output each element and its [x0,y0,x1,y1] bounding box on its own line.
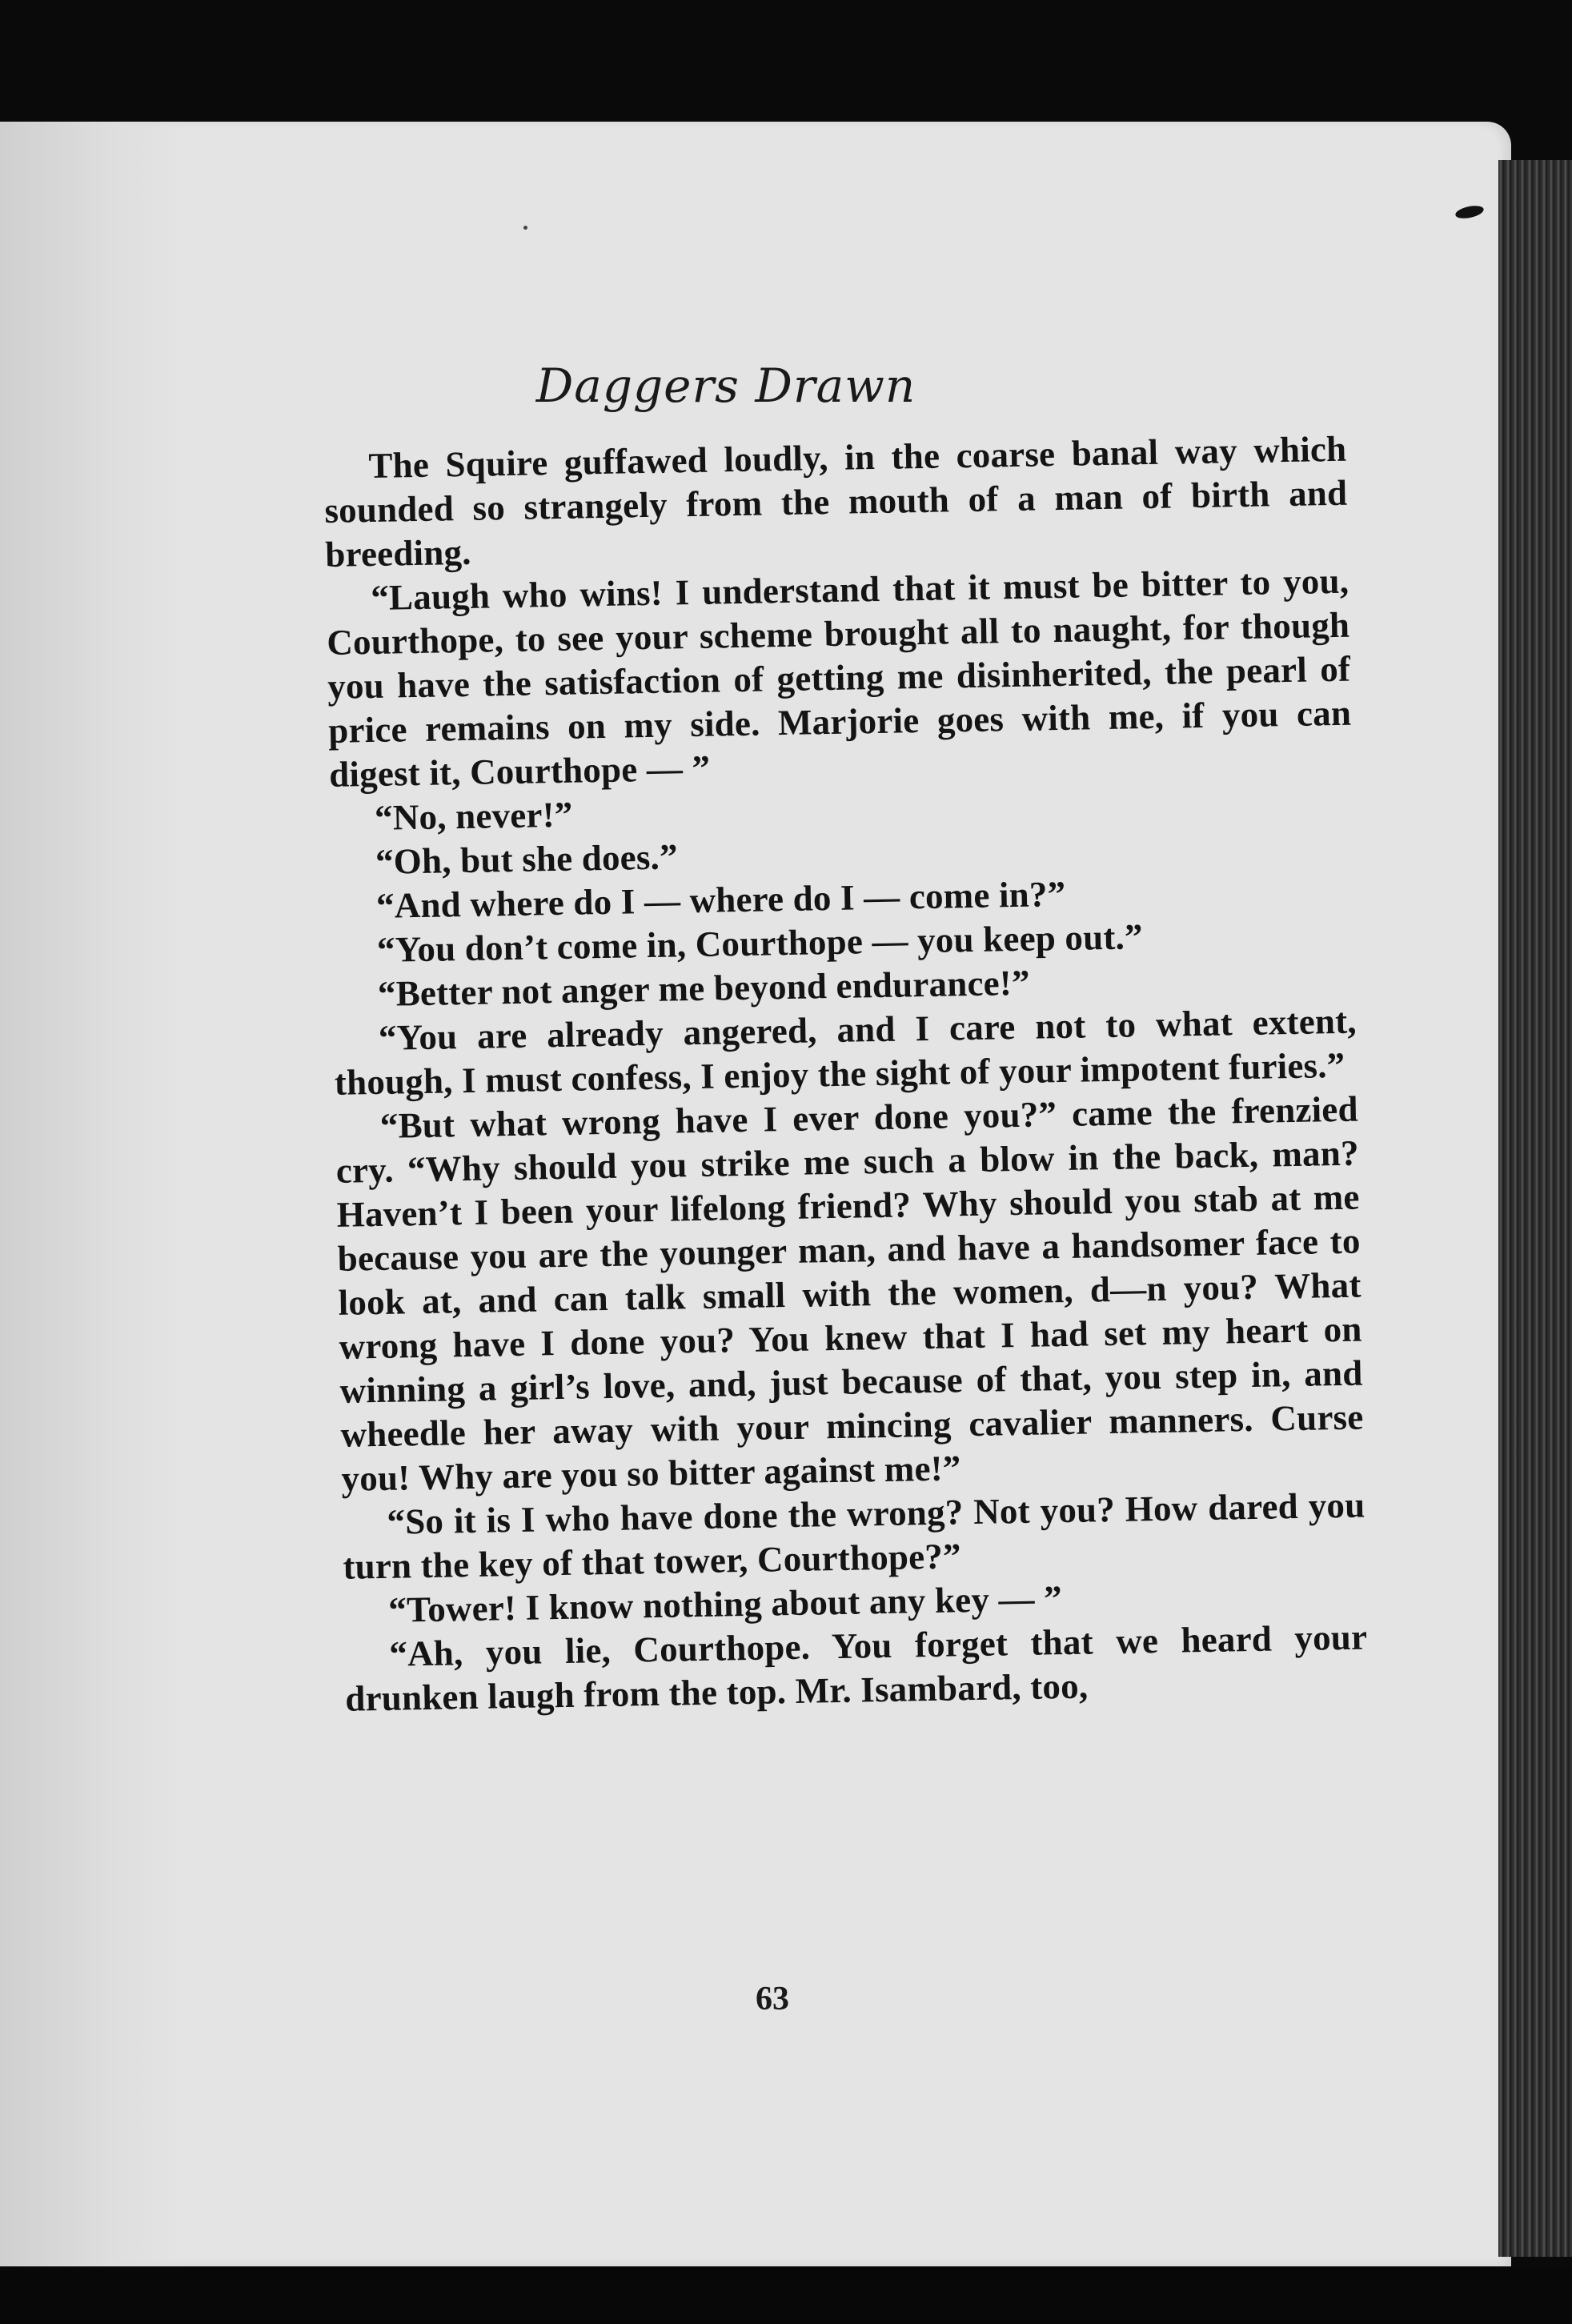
paragraph: “So it is I who have done the wrong? Not you? How dared you turn the key of that tower, Courthope?” [343,1485,1365,1587]
paragraph: “But what wrong have I ever done you?” came the frenzied cry. “Why should you strike me such a blow in the back, man? Haven’t I been your lifelong friend? Why should you stab at me because you are the younger man, and have a handsomer face to look at, and can talk small with the women, d—n you? What wrong have I done you? You knew that I had set my heart on winning a girl’s love, and, just because of that, you step in, and wheedle her away with your mincing cavalier manners. Curse you! Why are you so bitter against me!” [335,1088,1364,1499]
paragraph: “Tower! I know nothing about any key — ” [387,1578,1063,1630]
paragraph: “And where do I — where do I — come in?” [375,873,1066,926]
paragraph: “Oh, but she does.” [375,836,679,882]
bottom-shadow [0,2266,1572,2324]
page-edges [1498,160,1572,2257]
paragraph: “You don’t come in, Courthope — you keep out.” [376,916,1144,970]
paragraph: “Better not anger me beyond endurance!” [377,962,1031,1014]
paragraph: “You are already angered, and I care not to what extent, though, I must confess, I enjoy the sight of your impotent furies.” [334,1000,1357,1103]
paragraph: The Squire guffawed loudly, in the coarse banal way which sounded so strangely from the mouth of a man of birth and breeding. [323,428,1348,575]
paragraph: “Ah, you lie, Courthope. You forget that we heard your drunken laugh from the top. Mr. Isambard, too, [344,1617,1368,1719]
page-number-text: 63 [756,1981,789,2017]
running-head-text: Daggers Drawn [535,359,916,413]
page-gutter [0,122,184,2266]
paragraph: “Laugh who wins! I understand that it must be bitter to you, Courthope, to see your scheme brought all to naught, for though you have the satisfaction of getting me disinherited, the pearl of price remains on my side. Marjorie goes with me, if you can digest it, Courthope — ” [326,560,1352,795]
ink-dot [523,226,527,230]
paragraph: “No, never!” [374,794,573,838]
body-text [323,427,1373,1997]
page-number [0,1980,1572,2018]
running-head [0,359,1572,413]
